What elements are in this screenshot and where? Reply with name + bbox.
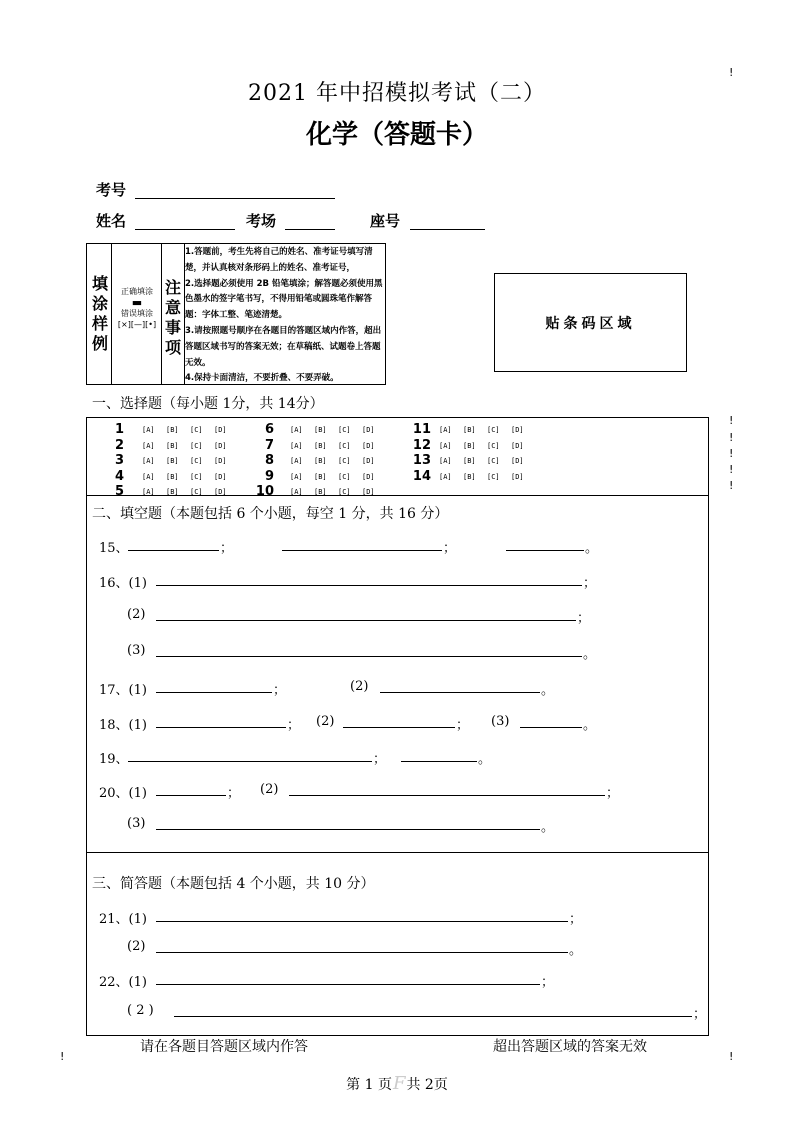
- barcode-area: 贴条码区域: [494, 273, 687, 372]
- fill-example-column: [87, 244, 112, 384]
- instructions-box: [86, 243, 386, 385]
- margin-mark: !: [729, 463, 734, 476]
- q19-blank2[interactable]: [401, 760, 477, 762]
- choice-option-bubble[interactable]: [A]: [439, 441, 452, 450]
- q21-2-label: (2): [127, 939, 146, 954]
- exam-no-label: 考号: [96, 181, 127, 199]
- choice-option-bubble[interactable]: [C]: [338, 488, 351, 496]
- notes-label-column: [162, 244, 185, 384]
- margin-mark: !: [60, 1050, 65, 1063]
- choice-option-bubble[interactable]: [D]: [362, 472, 375, 481]
- punct: ；: [577, 611, 591, 626]
- choice-number: 14: [412, 468, 431, 484]
- q18-3-blank[interactable]: [520, 726, 582, 728]
- q18-2-blank[interactable]: [343, 726, 455, 728]
- q22-1-label: 22、(1): [99, 975, 147, 990]
- fill-samples: 正确填涂 ▬ 错误填涂 [×][—][•]: [112, 286, 162, 330]
- q19-label: 19、: [99, 752, 129, 767]
- choice-option-bubble[interactable]: [B]: [314, 457, 327, 465]
- choice-option-bubble[interactable]: [B]: [463, 472, 476, 481]
- notes-label: 注 意 事 项: [164, 278, 181, 357]
- punct: ；: [287, 718, 301, 733]
- choice-option-bubble[interactable]: [B]: [314, 441, 327, 450]
- q15-label: 15、: [99, 541, 129, 556]
- punct: 。: [541, 820, 555, 835]
- q21-1-blank[interactable]: [156, 920, 568, 922]
- punct: ；: [583, 576, 597, 591]
- wrong-mark-icon: [×][—][•]: [117, 320, 157, 329]
- choice-number: 3: [114, 453, 124, 468]
- choice-option-bubble[interactable]: [A]: [142, 441, 155, 450]
- choice-option-bubble[interactable]: [B]: [166, 457, 179, 465]
- punct: ；: [693, 1007, 707, 1022]
- name-label: 姓名: [96, 212, 127, 230]
- margin-mark: !: [729, 1050, 734, 1063]
- q20-2-blank[interactable]: [289, 794, 605, 796]
- note-item: 1.答题前，考生先将自己的姓名、准考证号填写清楚，并认真核对条形码上的姓名、准考证号，: [185, 247, 373, 273]
- choice-option-bubble[interactable]: [D]: [214, 457, 227, 465]
- choice-option-bubble[interactable]: [D]: [362, 441, 375, 450]
- q17-2-blank[interactable]: [380, 691, 540, 693]
- margin-mark: !: [729, 447, 734, 460]
- q16-1-blank[interactable]: [156, 584, 582, 586]
- choice-option-bubble[interactable]: [C]: [190, 426, 203, 434]
- margin-mark: !: [729, 431, 734, 444]
- exam-no-field[interactable]: [135, 180, 335, 199]
- note-item: 4.保持卡面清洁，不要折叠、不要弄破。: [185, 373, 339, 384]
- choice-number: 13: [412, 453, 431, 468]
- punct: ；: [443, 541, 457, 556]
- choice-option-bubble[interactable]: [D]: [214, 488, 227, 496]
- punct: ；: [456, 718, 470, 733]
- choice-option-bubble[interactable]: [C]: [190, 457, 203, 465]
- punct: 。: [583, 718, 597, 733]
- q20-1-blank[interactable]: [156, 794, 226, 796]
- section1-heading: 一、选择题（每小题 1分，共 14分）: [92, 396, 324, 412]
- fill-example-label: 填 涂 样 例: [91, 274, 108, 353]
- note-item: 3.请按照题号顺序在各题目的答题区域内作答，超出答题区域书写的答案无效；在草稿纸、试题卷上答题无效。: [185, 325, 382, 368]
- punct: ；: [227, 786, 241, 801]
- choice-option-bubble[interactable]: [D]: [362, 426, 375, 434]
- punct: 。: [541, 683, 555, 698]
- punct: ；: [541, 975, 555, 990]
- notes-text: [185, 245, 387, 387]
- choice-option-bubble[interactable]: [B]: [314, 426, 327, 434]
- choice-option-bubble[interactable]: [D]: [362, 457, 375, 465]
- choice-option-bubble[interactable]: [D]: [511, 441, 524, 450]
- choice-option-bubble[interactable]: [A]: [142, 457, 155, 465]
- choice-number: 6: [264, 422, 274, 437]
- choice-option-bubble[interactable]: [D]: [214, 441, 227, 450]
- footer-left-note: 请在各题目答题区域内作答: [140, 1039, 308, 1055]
- choice-option-bubble[interactable]: [C]: [190, 488, 203, 496]
- exam-title: 2021 年中招模拟考试（二）: [248, 81, 546, 106]
- choice-option-bubble[interactable]: [B]: [463, 441, 476, 450]
- choice-option-bubble[interactable]: [A]: [439, 457, 452, 465]
- q16-2-label: (2): [127, 607, 146, 622]
- choice-option-bubble[interactable]: [A]: [142, 472, 155, 481]
- q22-2-blank[interactable]: [174, 1015, 692, 1017]
- q17-2-label: (2): [350, 679, 369, 694]
- q16-2-blank[interactable]: [156, 619, 576, 621]
- choice-option-bubble[interactable]: [B]: [166, 488, 179, 496]
- punct: 。: [585, 541, 599, 556]
- seat-label: 座号: [370, 212, 401, 230]
- choice-number: 8: [264, 453, 274, 468]
- choice-option-bubble[interactable]: [A]: [142, 426, 155, 434]
- choice-option-bubble[interactable]: [B]: [166, 472, 179, 481]
- correct-mark-icon: ▬: [131, 296, 143, 309]
- q15-blank2[interactable]: [282, 549, 442, 551]
- punct: ；: [606, 786, 620, 801]
- page-indicator: [0, 1073, 794, 1094]
- choice-option-bubble[interactable]: [A]: [290, 457, 303, 465]
- q19-blank1[interactable]: [128, 760, 372, 762]
- section3-heading: 三、简答题（本题包括 4 个小题，共 10 分）: [92, 876, 375, 892]
- q16-3-label: (3): [127, 643, 146, 658]
- choice-option-bubble[interactable]: [A]: [290, 472, 303, 481]
- choice-option-bubble[interactable]: [D]: [511, 426, 524, 434]
- margin-mark: !: [729, 414, 734, 427]
- choice-option-bubble[interactable]: [D]: [362, 488, 375, 496]
- punct: ；: [373, 752, 387, 767]
- seat-field[interactable]: [410, 211, 485, 230]
- punct: 。: [569, 943, 583, 958]
- choice-number: 11: [412, 422, 431, 437]
- choice-option-bubble[interactable]: [B]: [314, 488, 327, 496]
- choice-option-bubble[interactable]: [B]: [166, 441, 179, 450]
- choice-option-bubble[interactable]: [C]: [338, 457, 351, 465]
- punct: 。: [478, 752, 492, 767]
- choice-option-bubble[interactable]: [C]: [338, 472, 351, 481]
- choice-option-bubble[interactable]: [D]: [511, 457, 524, 465]
- choice-option-bubble[interactable]: [D]: [511, 472, 524, 481]
- choice-option-bubble[interactable]: [A]: [142, 488, 155, 496]
- page-mark: F: [392, 1073, 406, 1094]
- choice-number: 12: [412, 437, 431, 453]
- punct: ；: [569, 912, 583, 927]
- section2-heading: 二、填空题（本题包括 6 个小题，每空 1 分，共 16 分）: [92, 506, 449, 522]
- choice-option-bubble[interactable]: [B]: [314, 472, 327, 481]
- q17-1-blank[interactable]: [156, 691, 272, 693]
- room-label: 考场: [246, 212, 277, 230]
- q16-3-blank[interactable]: [156, 655, 582, 657]
- divider: [87, 852, 708, 853]
- q22-1-blank[interactable]: [156, 983, 540, 985]
- q20-1-label: 20、(1): [99, 786, 147, 801]
- choice-number: 1: [114, 422, 124, 437]
- margin-mark: !: [729, 479, 734, 492]
- choice-option-bubble[interactable]: [A]: [290, 488, 303, 496]
- choice-option-bubble[interactable]: [C]: [190, 441, 203, 450]
- punct: ；: [220, 541, 234, 556]
- room-field[interactable]: [285, 211, 335, 230]
- q16-1-label: 16、(1): [99, 576, 147, 591]
- choice-option-bubble[interactable]: [D]: [214, 426, 227, 434]
- choice-option-bubble[interactable]: [B]: [463, 426, 476, 434]
- fill-sample-column: [112, 244, 162, 384]
- q18-3-label: (3): [491, 714, 510, 729]
- q21-2-blank[interactable]: [156, 951, 568, 953]
- q15-blank3[interactable]: [506, 549, 584, 551]
- choice-option-bubble[interactable]: [B]: [463, 457, 476, 465]
- choice-number: 10: [255, 484, 274, 499]
- choice-option-bubble[interactable]: [C]: [338, 441, 351, 450]
- choice-number: 7: [264, 437, 274, 453]
- divider: [87, 495, 708, 496]
- choice-option-bubble[interactable]: [C]: [487, 457, 500, 465]
- note-item: 2.选择题必须使用 2B 铅笔填涂；解答题必须使用黑色墨水的签字笔书写，不得用铅笔或圆珠笔作解答题：字体工整、笔迹清楚。: [185, 278, 383, 321]
- choice-option-bubble[interactable]: [C]: [487, 426, 500, 434]
- punct: 。: [583, 647, 597, 662]
- choice-option-bubble[interactable]: [A]: [439, 426, 452, 434]
- choice-option-bubble[interactable]: [A]: [290, 441, 303, 450]
- punct: ；: [273, 683, 287, 698]
- page-number: 第 1 页: [346, 1077, 392, 1093]
- q17-1-label: 17、(1): [99, 683, 147, 698]
- q20-3-label: (3): [127, 816, 146, 831]
- choice-option-bubble[interactable]: [C]: [338, 426, 351, 434]
- q21-1-label: 21、(1): [99, 912, 147, 927]
- exam-subtitle: 化学（答题卡）: [305, 120, 488, 150]
- choice-option-bubble[interactable]: [C]: [487, 441, 500, 450]
- choice-number: 5: [114, 484, 124, 499]
- choice-option-bubble[interactable]: [A]: [290, 426, 303, 434]
- choice-number: 4: [114, 468, 124, 484]
- choice-option-bubble[interactable]: [A]: [439, 472, 452, 481]
- choice-option-bubble[interactable]: [C]: [190, 472, 203, 481]
- choice-number: 9: [264, 468, 274, 484]
- choice-number: 2: [114, 437, 124, 453]
- name-field[interactable]: [135, 211, 235, 230]
- q20-2-label: (2): [260, 782, 279, 797]
- q20-3-blank[interactable]: [156, 828, 540, 830]
- choice-option-bubble[interactable]: [D]: [214, 472, 227, 481]
- q18-1-blank[interactable]: [156, 726, 286, 728]
- choice-option-bubble[interactable]: [B]: [166, 426, 179, 434]
- q18-1-label: 18、(1): [99, 718, 147, 733]
- q15-blank1[interactable]: [128, 549, 219, 551]
- page-total: 共 2页: [406, 1077, 448, 1093]
- margin-mark: !: [729, 66, 734, 79]
- footer-right-note: 超出答题区域的答案无效: [493, 1039, 647, 1055]
- q18-2-label: (2): [316, 714, 335, 729]
- choice-option-bubble[interactable]: [C]: [487, 472, 500, 481]
- q22-2-label: ( 2 ): [127, 1003, 154, 1018]
